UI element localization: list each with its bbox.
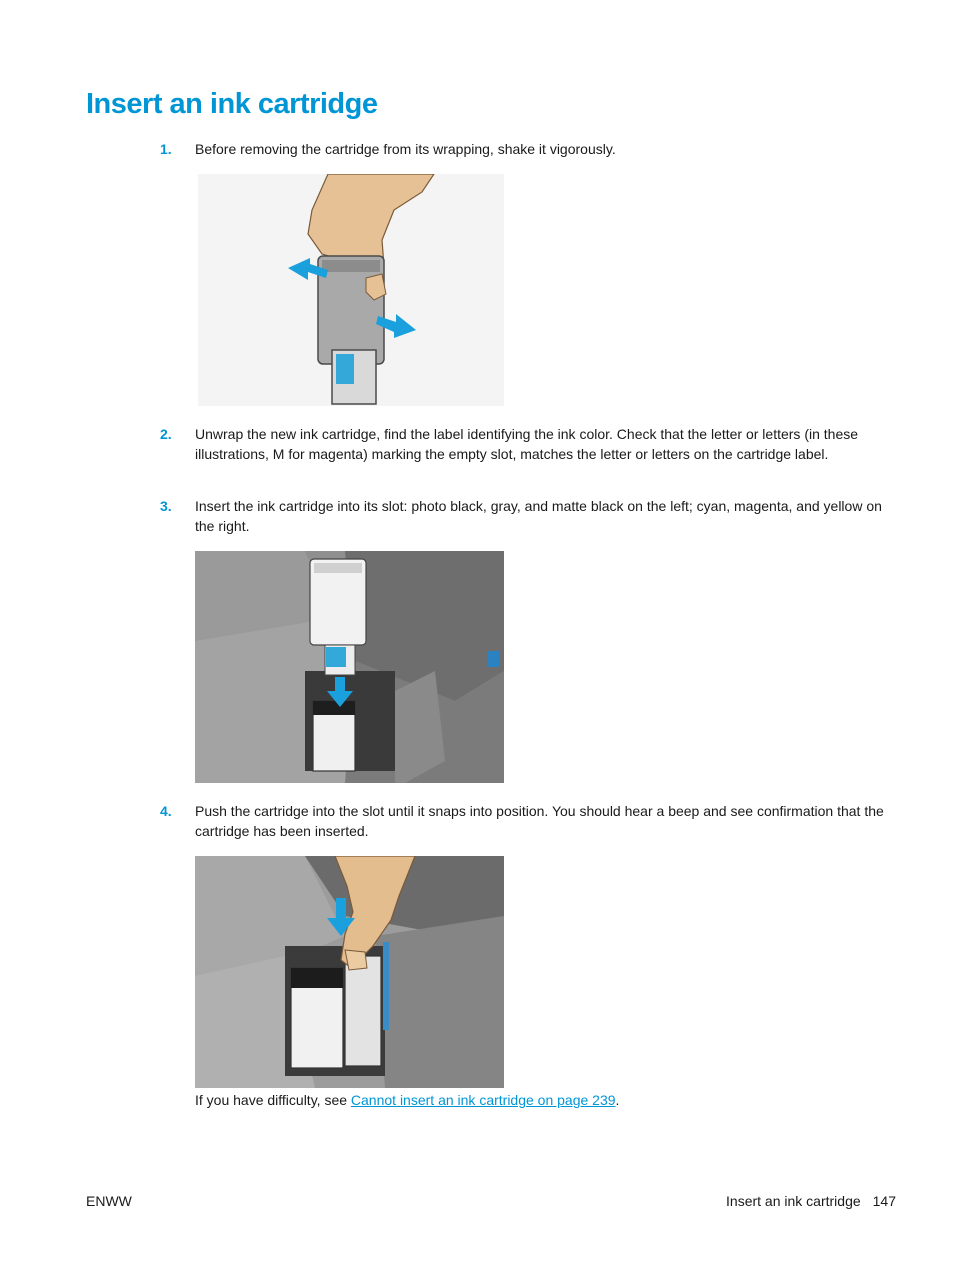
page-number: 147: [872, 1193, 896, 1209]
step-text: Before removing the cartridge from its wrapping, shake it vigorously.: [195, 141, 616, 157]
shake-cartridge-illustration: [198, 174, 504, 406]
step-number: 1.: [160, 141, 172, 157]
footer-left: ENWW: [86, 1193, 132, 1209]
note-prefix: If you have difficulty, see: [195, 1092, 351, 1108]
footer-section-title: Insert an ink cartridge: [726, 1193, 861, 1209]
step-number: 2.: [160, 426, 172, 442]
step-number: 3.: [160, 498, 172, 514]
step-text: Insert the ink cartridge into its slot: photo black, gray, and matte black on the left; cyan, magenta, and yellow on the right.: [195, 498, 882, 534]
note-suffix: .: [615, 1092, 620, 1108]
insert-cartridge-illustration: [195, 551, 504, 783]
step-number: 4.: [160, 803, 172, 819]
push-cartridge-illustration: [195, 856, 504, 1088]
troubleshooting-link[interactable]: Cannot insert an ink cartridge on page 239: [350, 1092, 616, 1108]
step-text: Push the cartridge into the slot until it snaps into position. You should hear a beep and see confirmation that the cartridge has been inserted.: [195, 803, 884, 839]
footer-right: [726, 1193, 896, 1209]
page-title: Insert an ink cartridge: [86, 88, 378, 120]
step-text: Unwrap the new ink cartridge, find the label identifying the ink color. Check that the letter or letters (in these illustrations, M for magenta) marking the empty slot, matches the letter or letters on the cartridge label.: [195, 426, 859, 462]
difficulty-note: [195, 1091, 619, 1110]
